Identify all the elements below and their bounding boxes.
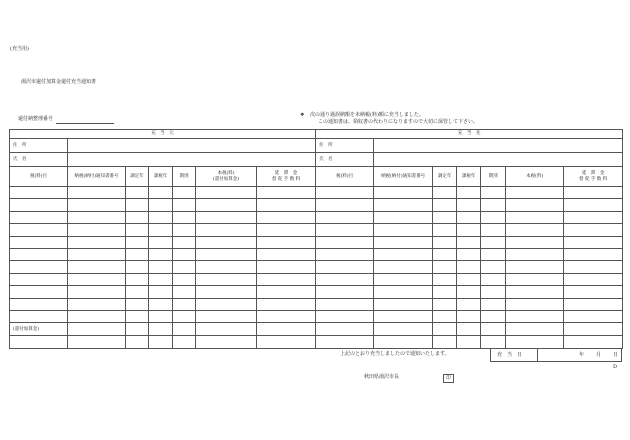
dest-col-principal: 本税(料) <box>506 167 564 187</box>
table-cell[interactable] <box>126 187 149 199</box>
data-rows <box>10 187 623 323</box>
table-cell[interactable] <box>316 236 374 248</box>
table-cell[interactable] <box>457 286 481 298</box>
table-cell[interactable] <box>433 273 457 285</box>
dest-col-arrears <box>564 167 623 187</box>
source-col-period: 期別 <box>173 167 196 187</box>
table-cell[interactable] <box>68 310 126 322</box>
table-cell[interactable] <box>196 286 257 298</box>
table-cell[interactable] <box>374 310 433 322</box>
source-address-label: 住 所 <box>10 139 68 153</box>
table-cell[interactable] <box>196 273 257 285</box>
table-cell[interactable] <box>316 310 374 322</box>
table-cell[interactable] <box>126 199 149 211</box>
destination-address-field[interactable] <box>374 139 623 153</box>
bullet-icon: ❖ <box>300 112 305 118</box>
table-cell[interactable] <box>481 273 506 285</box>
notice-line-2: この通知書は、領収書の代わりになりますので大切に保管して下さい。 <box>318 119 479 125</box>
table-cell[interactable] <box>173 310 196 322</box>
table-cell[interactable] <box>316 286 374 298</box>
table-cell[interactable] <box>374 236 433 248</box>
table-cell[interactable] <box>173 261 196 273</box>
table-cell[interactable] <box>374 261 433 273</box>
table-cell[interactable] <box>257 199 316 211</box>
table-cell[interactable] <box>506 211 564 223</box>
table-cell[interactable] <box>257 187 316 199</box>
source-col-principal <box>196 167 257 187</box>
table-cell[interactable] <box>257 248 316 260</box>
table-cell[interactable] <box>196 199 257 211</box>
reference-number-field[interactable] <box>56 123 114 124</box>
table-cell[interactable] <box>564 298 623 310</box>
table-cell[interactable] <box>564 273 623 285</box>
table-row <box>10 224 623 236</box>
table-cell[interactable] <box>10 310 68 322</box>
table-cell[interactable] <box>457 273 481 285</box>
table-cell[interactable] <box>457 187 481 199</box>
table-cell[interactable] <box>257 236 316 248</box>
table-cell[interactable] <box>126 248 149 260</box>
table-cell[interactable] <box>10 199 68 211</box>
table-cell[interactable] <box>433 286 457 298</box>
table-cell[interactable] <box>457 236 481 248</box>
table-cell[interactable] <box>149 273 173 285</box>
issuer-name: 秋田県湯沢市長 <box>364 374 400 380</box>
table-row <box>10 187 623 199</box>
table-cell[interactable] <box>316 211 374 223</box>
table-cell[interactable] <box>506 236 564 248</box>
table-cell[interactable] <box>433 187 457 199</box>
refund-interest-label: (還付加算金) <box>10 323 68 336</box>
table-cell[interactable] <box>126 211 149 223</box>
table-cell[interactable] <box>149 211 173 223</box>
table-row <box>10 236 623 248</box>
destination-name-label: 氏 名 <box>316 153 374 167</box>
table-cell[interactable] <box>68 248 126 260</box>
table-cell[interactable] <box>149 310 173 322</box>
source-address-field[interactable] <box>68 139 316 153</box>
table-cell[interactable] <box>481 236 506 248</box>
month-label: 月 <box>596 351 602 358</box>
table-cell[interactable] <box>149 224 173 236</box>
source-name-field[interactable] <box>68 153 316 167</box>
table-cell[interactable] <box>126 224 149 236</box>
notice-line-1: 次の通り過誤納額を未納税(料)額に充当しました。 <box>310 112 424 118</box>
table-cell[interactable] <box>126 298 149 310</box>
table-cell[interactable] <box>173 236 196 248</box>
footer-message: 上記のとおり充当しましたので通知いたします。 <box>340 351 450 357</box>
table-cell[interactable] <box>457 211 481 223</box>
destination-address-label: 住 所 <box>316 139 374 153</box>
table-cell[interactable] <box>149 236 173 248</box>
source-col-refund-interest-label: (還付加算金) <box>212 176 239 182</box>
table-row <box>10 286 623 298</box>
dest-col-assessment-year: 調定年 <box>433 167 457 187</box>
table-row <box>10 273 623 285</box>
table-cell[interactable] <box>564 224 623 236</box>
table-cell[interactable] <box>481 224 506 236</box>
table-row <box>10 248 623 260</box>
table-cell[interactable] <box>257 261 316 273</box>
table-cell[interactable] <box>481 286 506 298</box>
table-cell[interactable] <box>564 261 623 273</box>
name-row <box>10 153 623 167</box>
table-cell[interactable] <box>149 187 173 199</box>
source-col-tax-year: 課税年 <box>149 167 173 187</box>
table-cell[interactable] <box>374 224 433 236</box>
table-cell[interactable] <box>506 199 564 211</box>
official-seal-icon: 印 <box>443 374 454 383</box>
day-label: 日 <box>613 351 619 358</box>
table-cell[interactable] <box>433 199 457 211</box>
dest-col-tax-year: 課税年 <box>457 167 481 187</box>
table-row <box>10 261 623 273</box>
table-cell[interactable] <box>149 286 173 298</box>
table-cell[interactable] <box>126 236 149 248</box>
table-cell[interactable] <box>173 224 196 236</box>
table-cell[interactable] <box>196 261 257 273</box>
table-cell[interactable] <box>374 199 433 211</box>
table-cell[interactable] <box>126 273 149 285</box>
table-cell[interactable] <box>149 248 173 260</box>
table-cell[interactable] <box>506 187 564 199</box>
table-cell[interactable] <box>433 261 457 273</box>
table-cell[interactable] <box>10 224 68 236</box>
table-cell[interactable] <box>173 187 196 199</box>
table-cell[interactable] <box>68 261 126 273</box>
dest-col-fee-label: 督 促 手 数 料 <box>579 176 608 182</box>
table-cell[interactable] <box>316 298 374 310</box>
table-cell[interactable] <box>481 261 506 273</box>
table-cell[interactable] <box>68 298 126 310</box>
table-cell[interactable] <box>506 224 564 236</box>
table-cell[interactable] <box>126 261 149 273</box>
table-cell[interactable] <box>10 286 68 298</box>
table-cell[interactable] <box>564 286 623 298</box>
table-cell[interactable] <box>481 211 506 223</box>
dest-col-tax-item: 税(料)目 <box>316 167 374 187</box>
table-cell[interactable] <box>149 199 173 211</box>
refund-interest-row <box>10 323 623 336</box>
table-cell[interactable] <box>433 236 457 248</box>
table-cell[interactable] <box>196 298 257 310</box>
source-col-tax-item: 税(料)目 <box>10 167 68 187</box>
table-cell[interactable] <box>506 286 564 298</box>
table-row <box>10 298 623 310</box>
table-cell[interactable] <box>433 298 457 310</box>
table-cell[interactable] <box>173 286 196 298</box>
section-header-row <box>10 130 623 139</box>
table-cell[interactable] <box>457 310 481 322</box>
table-cell[interactable] <box>173 248 196 260</box>
table-cell[interactable] <box>374 187 433 199</box>
table-cell[interactable] <box>149 298 173 310</box>
refund-allocation-table <box>9 129 623 349</box>
date-divider <box>537 349 538 361</box>
table-cell[interactable] <box>457 261 481 273</box>
source-section-header: 充 当 元 <box>10 130 316 139</box>
table-cell[interactable] <box>10 273 68 285</box>
table-cell[interactable] <box>149 261 173 273</box>
table-cell[interactable] <box>196 236 257 248</box>
table-cell[interactable] <box>10 211 68 223</box>
table-cell[interactable] <box>10 187 68 199</box>
table-cell[interactable] <box>257 310 316 322</box>
year-label: 年 <box>579 351 585 358</box>
table-cell[interactable] <box>374 286 433 298</box>
table-cell[interactable] <box>173 273 196 285</box>
table-cell[interactable] <box>173 298 196 310</box>
destination-name-field[interactable] <box>374 153 623 167</box>
dest-col-notice-number: 納税(納付)通知書番号 <box>374 167 433 187</box>
table-cell[interactable] <box>481 248 506 260</box>
table-cell[interactable] <box>68 187 126 199</box>
table-cell[interactable] <box>68 199 126 211</box>
table-cell[interactable] <box>257 224 316 236</box>
table-cell[interactable] <box>481 187 506 199</box>
table-cell[interactable] <box>126 286 149 298</box>
table-cell[interactable] <box>196 248 257 260</box>
column-header-row <box>10 167 623 187</box>
source-col-principal-label: 本税(料) <box>217 171 235 177</box>
table-row <box>10 199 623 211</box>
form-mark: D <box>613 364 618 370</box>
table-cell[interactable] <box>457 298 481 310</box>
table-cell[interactable] <box>196 211 257 223</box>
table-cell[interactable] <box>257 211 316 223</box>
table-cell[interactable] <box>126 310 149 322</box>
source-name-label: 氏 名 <box>10 153 68 167</box>
dest-col-period: 期別 <box>481 167 506 187</box>
table-cell[interactable] <box>374 248 433 260</box>
table-cell[interactable] <box>68 224 126 236</box>
allocation-date-box[interactable] <box>490 348 622 362</box>
dest-col-arrears-label: 延 滞 金 <box>581 171 605 177</box>
table-cell[interactable] <box>457 248 481 260</box>
table-cell[interactable] <box>10 236 68 248</box>
table-cell[interactable] <box>433 248 457 260</box>
table-cell[interactable] <box>10 298 68 310</box>
table-cell[interactable] <box>506 261 564 273</box>
table-cell[interactable] <box>316 224 374 236</box>
source-col-assessment-year: 調定年 <box>126 167 149 187</box>
table-row <box>10 211 623 223</box>
table-cell[interactable] <box>481 310 506 322</box>
table-cell[interactable] <box>457 199 481 211</box>
table-cell[interactable] <box>506 248 564 260</box>
table-cell[interactable] <box>564 187 623 199</box>
table-cell[interactable] <box>316 273 374 285</box>
table-cell[interactable] <box>196 310 257 322</box>
table-cell[interactable] <box>196 187 257 199</box>
table-cell[interactable] <box>506 310 564 322</box>
table-cell[interactable] <box>68 286 126 298</box>
table-cell[interactable] <box>257 298 316 310</box>
source-col-arrears <box>257 167 316 187</box>
allocation-date-label: 充 当 日 <box>497 351 523 358</box>
table-cell[interactable] <box>564 211 623 223</box>
table-cell[interactable] <box>564 310 623 322</box>
table-cell[interactable] <box>173 199 196 211</box>
copy-label: (充当用) <box>10 46 29 52</box>
table-cell[interactable] <box>433 211 457 223</box>
source-col-fee-label: 督 促 手 数 料 <box>271 176 301 182</box>
table-cell[interactable] <box>257 273 316 285</box>
table-cell[interactable] <box>10 248 68 260</box>
table-cell[interactable] <box>316 187 374 199</box>
table-cell[interactable] <box>506 298 564 310</box>
table-cell[interactable] <box>68 211 126 223</box>
table-cell[interactable] <box>433 310 457 322</box>
table-row <box>10 310 623 322</box>
address-row <box>10 139 623 153</box>
table-cell[interactable] <box>10 261 68 273</box>
table-cell[interactable] <box>374 298 433 310</box>
table-cell[interactable] <box>374 273 433 285</box>
table-cell[interactable] <box>564 199 623 211</box>
table-cell[interactable] <box>196 224 257 236</box>
table-cell[interactable] <box>316 248 374 260</box>
table-cell[interactable] <box>564 248 623 260</box>
total-row <box>10 336 623 349</box>
table-cell[interactable] <box>457 224 481 236</box>
table-cell[interactable] <box>68 273 126 285</box>
table-cell[interactable] <box>433 224 457 236</box>
source-col-notice-number: 納税(納付)通知書番号 <box>68 167 126 187</box>
table-cell[interactable] <box>481 199 506 211</box>
document-title: 湯沢市還付加算金還付充当通知書 <box>21 79 97 85</box>
table-cell[interactable] <box>564 236 623 248</box>
table-cell[interactable] <box>173 211 196 223</box>
table-cell[interactable] <box>316 261 374 273</box>
table-cell[interactable] <box>68 236 126 248</box>
destination-section-header: 充 当 先 <box>316 130 623 139</box>
reference-number-label: 還付納整理番号 <box>18 116 54 122</box>
table-cell[interactable] <box>506 273 564 285</box>
table-cell[interactable] <box>374 211 433 223</box>
table-cell[interactable] <box>257 286 316 298</box>
source-col-arrears-label: 延 滞 金 <box>274 171 298 177</box>
table-cell[interactable] <box>481 298 506 310</box>
table-cell[interactable] <box>316 199 374 211</box>
